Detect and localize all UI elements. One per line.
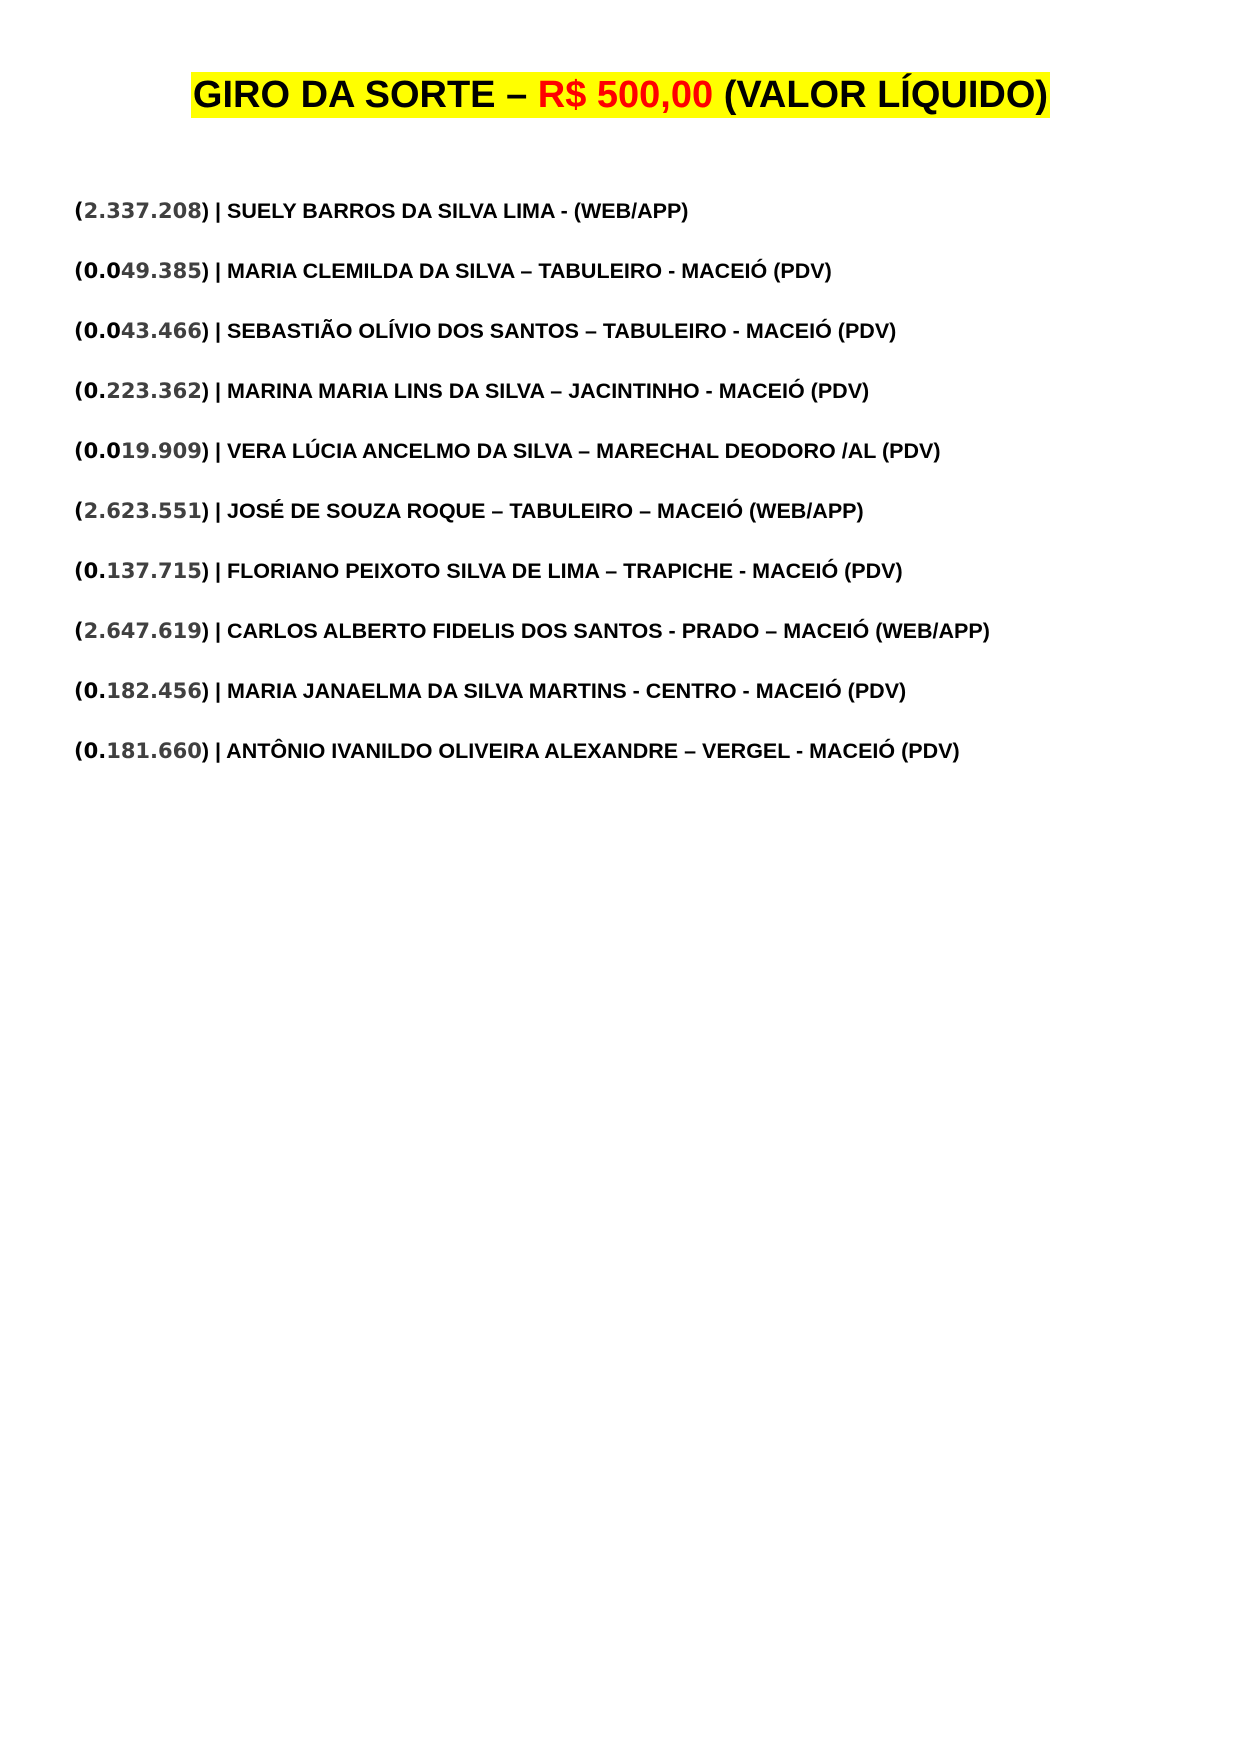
ticket-number: (0.049.385 (74, 259, 202, 283)
list-item (74, 616, 1194, 676)
ticket-number: (2.337.208 (74, 199, 202, 223)
list-item (74, 196, 1194, 256)
ticket-number: (0.043.466 (74, 319, 202, 343)
page-title (191, 72, 1050, 118)
winner-details: ) | SUELY BARROS DA SILVA LIMA - (WEB/APP) (201, 199, 689, 223)
title-container (0, 72, 1241, 118)
list-item (74, 496, 1194, 556)
ticket-number: (0.182.456 (74, 679, 202, 703)
winner-details: ) | SEBASTIÃO OLÍVIO DOS SANTOS – TABULEIRO - MACEIÓ (PDV) (201, 319, 897, 343)
list-item (74, 376, 1194, 436)
list-item (74, 436, 1194, 496)
title-amount: R$ 500,00 (537, 74, 714, 116)
ticket-number: (2.623.551 (74, 499, 202, 523)
list-item (74, 736, 1194, 796)
winner-details: ) | VERA LÚCIA ANCELMO DA SILVA – MARECHAL DEODORO /AL (PDV) (201, 439, 941, 463)
winners-list (74, 196, 1194, 796)
ticket-number: (0.137.715 (74, 559, 202, 583)
list-item (74, 676, 1194, 736)
winner-details: ) | MARINA MARIA LINS DA SILVA – JACINTINHO - MACEIÓ (PDV) (201, 379, 870, 403)
winner-details: ) | ANTÔNIO IVANILDO OLIVEIRA ALEXANDRE – VERGEL - MACEIÓ (PDV) (201, 739, 960, 763)
winner-details: ) | JOSÉ DE SOUZA ROQUE – TABULEIRO – MACEIÓ (WEB/APP) (201, 499, 864, 523)
list-item (74, 316, 1194, 376)
ticket-number: (0.223.362 (74, 379, 202, 403)
winner-details: ) | MARIA CLEMILDA DA SILVA – TABULEIRO - MACEIÓ (PDV) (201, 259, 832, 283)
title-prefix: GIRO DA SORTE – (192, 74, 538, 116)
winner-details: ) | CARLOS ALBERTO FIDELIS DOS SANTOS - PRADO – MACEIÓ (WEB/APP) (201, 619, 990, 643)
ticket-number: (0.019.909 (74, 439, 202, 463)
list-item (74, 556, 1194, 616)
ticket-number: (0.181.660 (74, 739, 202, 763)
list-item (74, 256, 1194, 316)
winner-details: ) | FLORIANO PEIXOTO SILVA DE LIMA – TRAPICHE - MACEIÓ (PDV) (201, 559, 903, 583)
winner-details: ) | MARIA JANAELMA DA SILVA MARTINS - CENTRO - MACEIÓ (PDV) (201, 679, 907, 703)
title-suffix: (VALOR LÍQUIDO) (713, 74, 1049, 116)
ticket-number: (2.647.619 (74, 619, 202, 643)
